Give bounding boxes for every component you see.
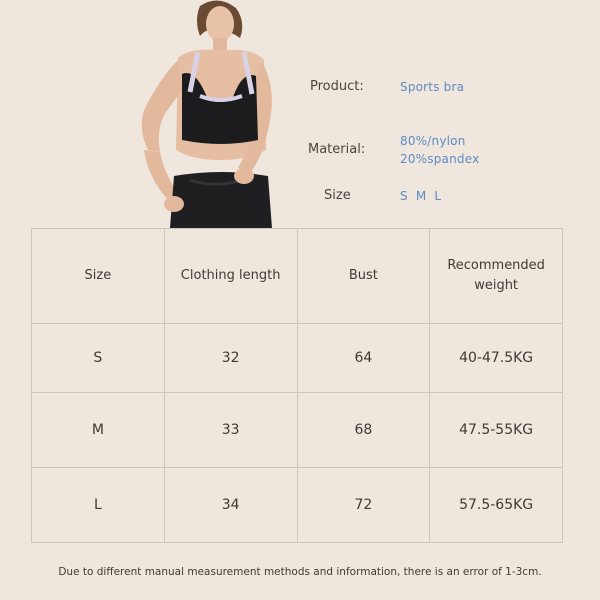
table-row (32, 468, 563, 543)
cell-weight: 47.5-55KG (430, 393, 563, 468)
material-row (308, 134, 568, 174)
size-label: Size (324, 188, 351, 203)
cell-bust: 64 (297, 324, 430, 393)
table-row (32, 324, 563, 393)
cell-clothing-length: 33 (164, 393, 297, 468)
cell-size: L (32, 468, 165, 543)
header-clothing-length: Clothing length (164, 229, 297, 324)
cell-weight: 40-47.5KG (430, 324, 563, 393)
cell-weight: 57.5-65KG (430, 468, 563, 543)
cell-clothing-length: 34 (164, 468, 297, 543)
material-value-line2: 20%spandex (400, 152, 480, 166)
model-photo (130, 0, 280, 228)
header-bust: Bust (297, 229, 430, 324)
cell-size: M (32, 393, 165, 468)
header-recommended-weight: Recommended weight (430, 229, 563, 324)
material-label: Material: (308, 142, 366, 157)
table-header-row (32, 229, 563, 324)
measurement-note: Due to different manual measurement methods and information, there is an error of 1-3cm. (58, 566, 542, 578)
material-value-line1: 80%/nylon (400, 134, 466, 148)
size-value: S M L (400, 189, 442, 203)
table-row (32, 393, 563, 468)
product-value: Sports bra (400, 80, 465, 94)
size-chart-table (31, 228, 563, 543)
cell-bust: 72 (297, 468, 430, 543)
product-label: Product: (310, 79, 364, 94)
cell-clothing-length: 32 (164, 324, 297, 393)
cell-bust: 68 (297, 393, 430, 468)
cell-size: S (32, 324, 165, 393)
header-size: Size (32, 229, 165, 324)
size-row (324, 188, 524, 206)
product-row (310, 79, 570, 97)
